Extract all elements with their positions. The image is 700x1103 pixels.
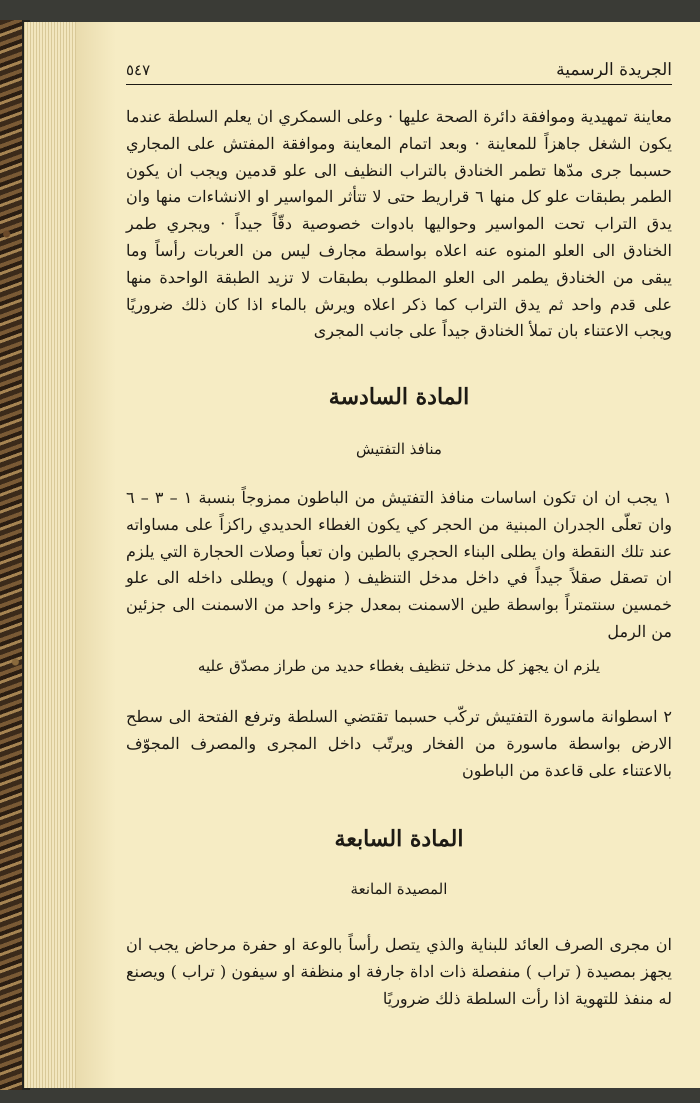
page-number: ٥٤٧ <box>126 61 151 79</box>
article-6-clause-1: ١ يجب ان ان تكون اساسات منافذ التفتيش من الباطون ممزوجاً بنسبة ١ – ٣ – ٦ وان تعلّى الجدران المبنية من الحجر كي يكون الغطاء الحديدي راكزاً على مساواته عند تلك النقطة وان يطلى البناء الحجري بالطين وان تعبأ وصلات الحجارة التي يلزم ان تصقل صقلاً جيداً في داخل مدخل التنظيف ( منهول ) ويطلى داخله الى علو خمسين سنتمتراً بواسطة طين الاسمنت بمعدل جزء واحد من الاسمنت الى جزئين من الرمل <box>126 488 672 641</box>
article-6-subheading: منافذ التفتيش <box>356 440 442 458</box>
page-title: الجريدة الرسمية <box>556 60 672 80</box>
article-6-clause-2: ٢ اسطوانة ماسورة التفتيش تركّب حسبما تقتضي السلطة وترفع الفتحة الى سطح الارض بواسطة ماسورة من الفخار ويرتّب داخل المجرى والمصرف المجوّف بالاعتناء على قاعدة من الباطون <box>126 707 673 780</box>
article-7-paragraph: ان مجرى الصرف العائد للبناية والذي يتصل رأساً بالوعة او حفرة مرحاض يجب ان يجهز بمصيدة ( تراب ) منفصلة ذات اداة جارفة او منظفة او سيفون ( تراب ) ويصنع له منفذ للتهوية اذا رأت السلطة ذلك ضروريًا <box>126 935 672 1008</box>
intro-paragraph: معاينة تمهيدية وموافقة دائرة الصحة عليها · وعلى السمكري ان يعلم السلطة عندما يكون الشغل جاهزاً للمعاينة · وبعد اتمام المعاينة وموافقة المفتش على المجاري حسبما جرى مدّها تطمر الخنادق بالتراب النظيف الى علو قدمين ويجب ان يكون الطمر بطبقات علو كل منها ٦ قراريط حتى لا تتأثر المواسير او الانشاءات منها وان يدق التراب تحت المواسير وحواليها بادوات خصوصية دقّاً جيداً · ويجري طمر الخنادق الى العلو المنوه عنه اعلاه بواسطة مجارف ليس من العربات رأساً وما يبقى من الخنادق يطمر الى العلو المطلوب بطبقات لا تزيد الطبقة الواحدة منها على قدم واحد ثم يدق التراب كما ذكر اعلاه ويرش بالماء اذا كان ذلك ضروريًا ويجب الاعتناء بان تملأ الخنادق جيداً على جانب المجرى <box>126 107 672 341</box>
article-7-heading: المادة السابعة <box>334 826 464 852</box>
marbled-book-edge <box>0 20 22 1090</box>
article-7-subheading: المصيدة المانعة <box>350 880 448 898</box>
stacked-page-edges <box>24 22 77 1088</box>
article-6-note: يلزم ان يجهز كل مدخل تنظيف بغطاء حديد من طراز مصدّق عليه <box>197 657 601 675</box>
article-6-heading: المادة السادسة <box>328 384 470 410</box>
running-header <box>126 60 672 85</box>
